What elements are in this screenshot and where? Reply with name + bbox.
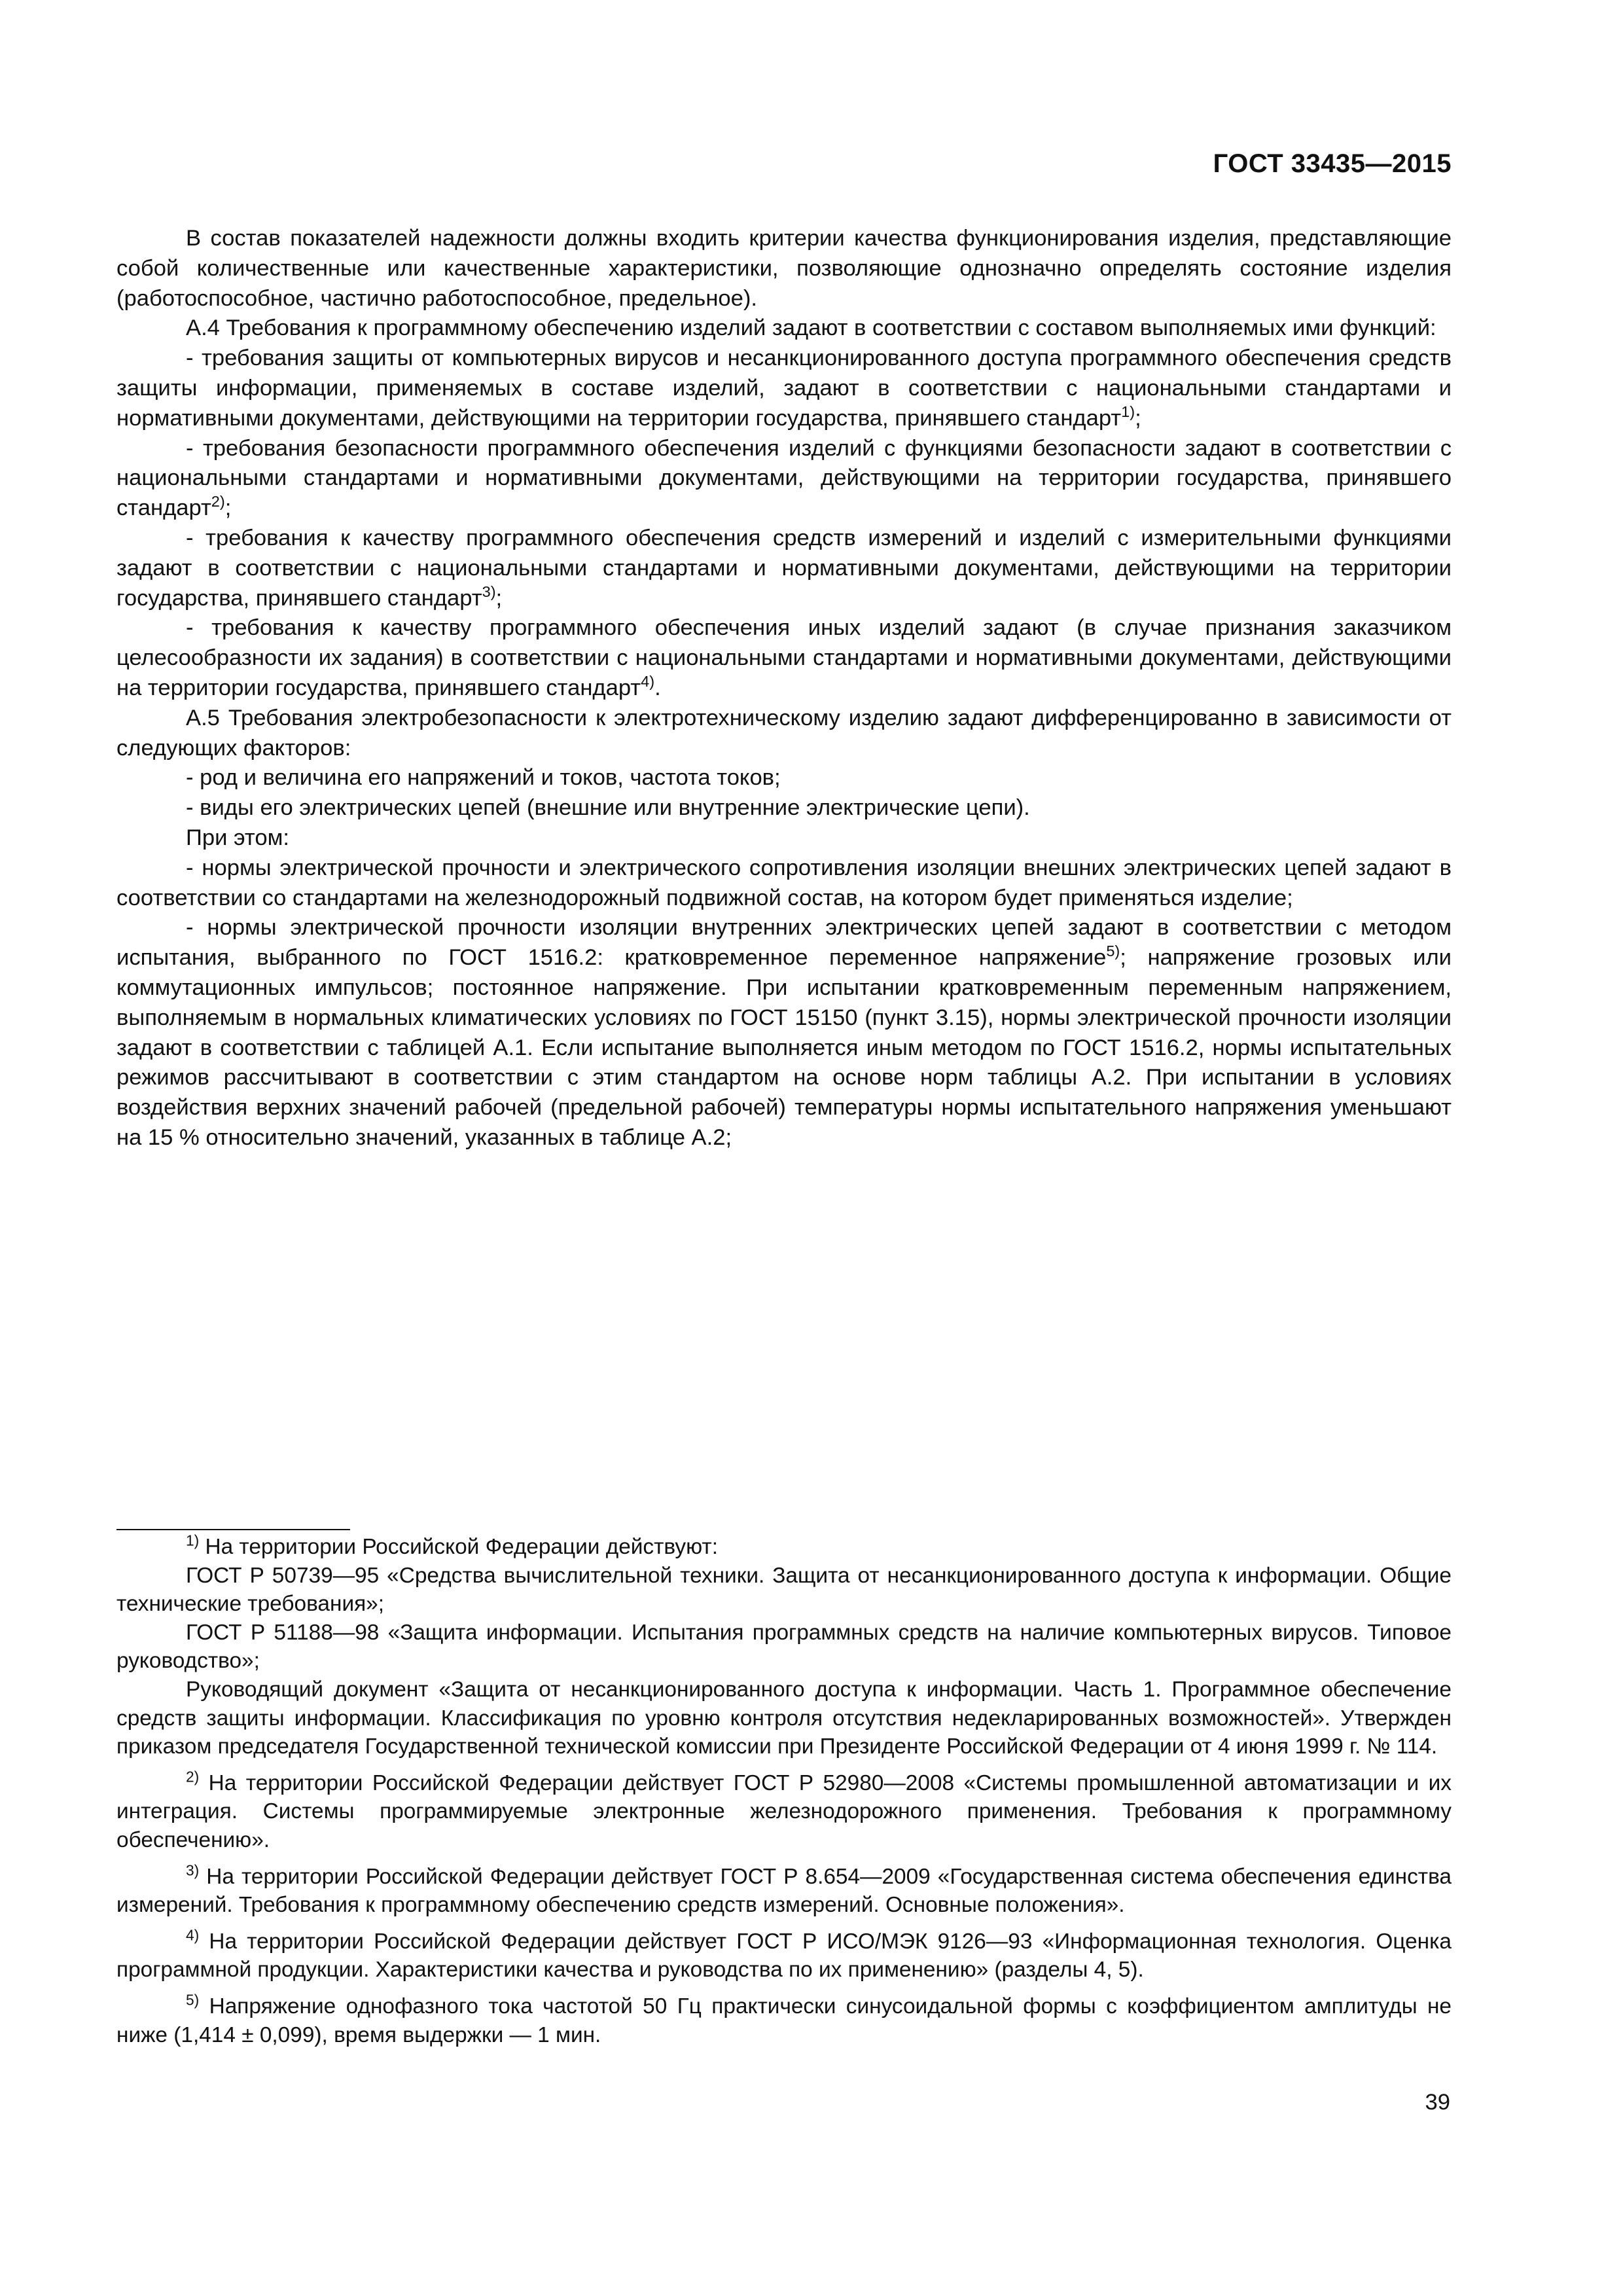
list-item-text: - требования защиты от компьютерных вирусов и несанкционированного доступа программного обеспечения средств защиты информации, применяемых в составе изделий, задают в соответствии с национальными стандартами и нормативными документами, действующими на территории государства, принявшего стандарт	[116, 346, 1452, 431]
list-item-external-circuits: - нормы электрической прочности и электрического сопротивления изоляции внешних электрических цепей задают в соответствии со стандартами на железнодорожный подвижной состав, на котором будет применяться изделие;	[116, 855, 1452, 910]
list-item-virus-protection	[116, 344, 1452, 433]
footnote-mark: 2)	[186, 1768, 200, 1785]
footnote-divider	[116, 1529, 350, 1530]
document-header: ГОСТ 33435—2015	[1213, 149, 1452, 178]
list-item-other-software	[116, 613, 1452, 703]
list-item-measurement-software	[116, 524, 1452, 613]
list-item-safety-software	[116, 434, 1452, 524]
punctuation: ;	[1135, 405, 1141, 431]
footnote-mark: 5)	[186, 1991, 200, 2009]
page-number: 39	[1425, 2090, 1450, 2115]
paragraph-a5: А.5 Требования электробезопасности к электротехническому изделию задают дифференцированно в зависимости от следующих факторов:	[116, 705, 1452, 761]
footnote-text: Руководящий документ «Защита от несанкционированного доступа к информации. Часть 1. Программное обеспечение средств защиты информации. Классификация по уровню контроля отсутствия недекларированных возможностей». Утвержден приказом председателя Государственной технической комиссии при Президенте Российской Федерации от 4 июня 1999 г. № 114.	[116, 1677, 1452, 1759]
footnote-text: Напряжение однофазного тока частотой 50 Гц практически синусоидальной формы с коэффициентом амплитуды не ниже (1,414 ± 0,099), время выдержки — 1 мин.	[116, 1994, 1452, 2047]
list-item-text: - требования к качеству программного обеспечения иных изделий задают (в случае признания заказчиком целесообразности их задания) в соответствии с национальными стандартами и нормативными документами, действующими на территории государства, принявшего стандарт	[116, 615, 1452, 700]
main-text	[116, 224, 1452, 1153]
footnote-text: ГОСТ Р 50739—95 «Средства вычислительной техники. Защита от несанкционированного доступа к информации. Общие технические требования»;	[116, 1563, 1452, 1617]
footnote-ref-3[interactable]: 3)	[482, 583, 496, 600]
list-item-text: - требования к качеству программного обеспечения средств измерений и изделий с измерительными функциями задают в соответствии с национальными стандартами и нормативными документами, действующими на территории государства, принявшего стандарт	[116, 525, 1452, 611]
list-item-internal-circuits	[116, 913, 1452, 1153]
list-item-circuit-types: - виды его электрических цепей (внешние или внутренние электрические цепи).	[186, 795, 1030, 821]
list-item-voltage-current: - род и величина его напряжений и токов, частота токов;	[186, 765, 781, 791]
footnotes	[116, 1533, 1452, 2049]
footnote-text: На территории Российской Федерации действует ГОСТ Р 52980—2008 «Системы промышленной автоматизации и их интеграция. Системы программируемые электронные железнодорожного применения. Требования к программному обеспечению».	[116, 1770, 1452, 1852]
footnote-text: На территории Российской Федерации действуют:	[205, 1535, 718, 1559]
paragraph-reliability: В состав показателей надежности должны входить критерии качества функционирования изделия, представляющие собой количественные или качественные характеристики, позволяющие однозначно определять состояние изделия (работоспособное, частично работоспособное, предельное).	[116, 226, 1452, 311]
footnote-4	[116, 1928, 1452, 1984]
footnote-3	[116, 1863, 1452, 1920]
footnote-ref-1[interactable]: 1)	[1121, 403, 1135, 420]
footnote-ref-4[interactable]: 4)	[641, 673, 655, 691]
punctuation: ;	[495, 585, 503, 611]
footnote-text: ГОСТ Р 51188—98 «Защита информации. Испытания программных средств на наличие компьютерных вирусов. Типовое руководство»;	[116, 1620, 1452, 1674]
footnote-ref-2[interactable]: 2)	[211, 493, 225, 511]
list-item-text-continued: ; напряжение грозовых или коммутационных импульсов; постоянное напряжение. При испытании кратковременным переменным напряжением, выполняемым в нормальных климатических условиях по ГОСТ 15150 (пункт 3.15), нормы электрической прочности изоляции задают в соответствии с таблицей А.1. Если испытание выполняется иным методом по ГОСТ 1516.2, нормы испытательных режимов рассчитывают в соответствии с этим стандартом на основе норм таблицы А.2. При испытании в условиях воздействия верхних значений рабочей (предельной рабочей) температуры нормы испытательного напряжения уменьшают на 15 % относительно значений, указанных в таблице А.2;	[116, 945, 1452, 1150]
paragraph-therewith: При этом:	[186, 825, 289, 850]
footnote-mark: 4)	[186, 1926, 200, 1944]
footnote-1	[116, 1533, 1452, 1761]
list-item-text: - требования безопасности программного обеспечения изделий с функциями безопасности задают в соответствии с национальными стандартами и нормативными документами, действующими на территории государства, принявшего стандарт	[116, 435, 1452, 521]
punctuation: .	[654, 675, 661, 700]
punctuation: ;	[224, 495, 232, 521]
footnote-text: На территории Российской Федерации действует ГОСТ Р ИСО/МЭК 9126—93 «Информационная технология. Оценка программной продукции. Характеристики качества и руководства по их применению» (разделы 4, 5).	[116, 1929, 1452, 1982]
footnote-ref-5[interactable]: 5)	[1106, 942, 1120, 960]
footnote-text: На территории Российской Федерации действует ГОСТ Р 8.654—2009 «Государственная система обеспечения единства измерений. Требования к программному обеспечению средств измерений. Основные положения».	[116, 1864, 1452, 1918]
list-item-text: - нормы электрической прочности изоляции внутренних электрических цепей задают в соответствии с методом испытания, выбранного по ГОСТ 1516.2: кратковременное переменное напряжение	[116, 915, 1452, 971]
footnote-mark: 1)	[186, 1532, 200, 1549]
footnote-mark: 3)	[186, 1861, 200, 1879]
footnote-5	[116, 1992, 1452, 2049]
paragraph-a4: А.4 Требования к программному обеспечению изделий задают в соответствии с составом выполняемых ими функций:	[186, 315, 1436, 341]
footnote-2	[116, 1769, 1452, 1855]
